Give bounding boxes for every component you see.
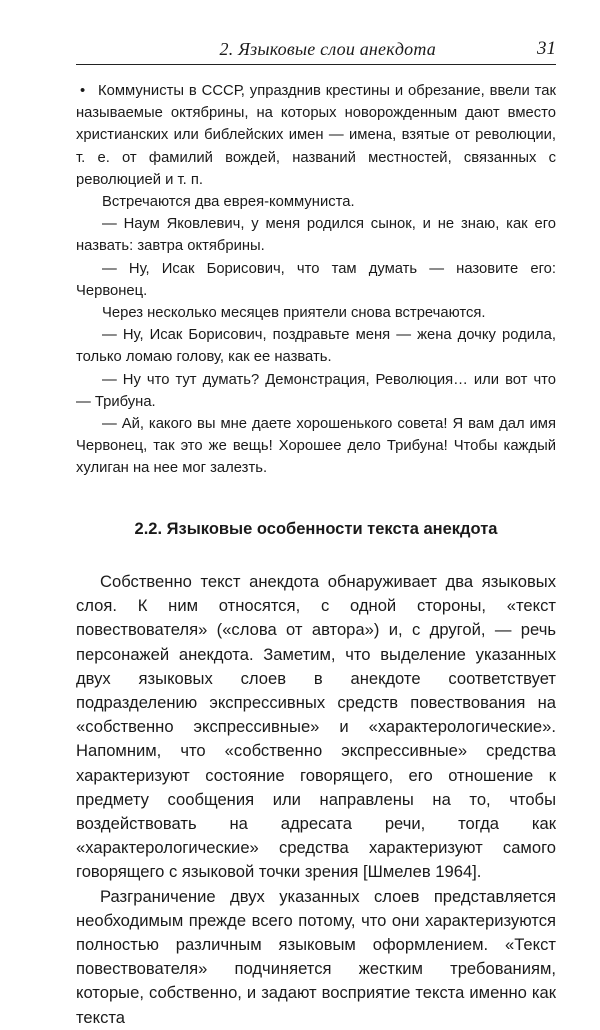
page-number: 31 <box>537 38 556 59</box>
anecdote-line: Встречаются два еврея-коммуниста. <box>102 194 355 211</box>
anecdote-line: — Ну, Исак Борисович, поздравьте меня — жена дочку родила, только ломаю голову, как ее назвать. <box>76 327 556 366</box>
anecdote-line: — Наум Яковлевич, у меня родился сынок, и не знаю, как его назвать: завтра октябрины. <box>76 216 556 255</box>
running-title: 2. Языковые слои анекдота <box>219 39 436 59</box>
body-paragraph: Разграничение двух указанных слоев представляется необходимым прежде всего потому, что они характеризуются полностью различным языковым оформлением. «Текст повествователя» подчиняется жестким требованиям, которые, собственно, и задают восприятие текста именно как текста <box>76 886 556 1027</box>
anecdote-line: — Ну, Исак Борисович, что там думать — назовите его: Червонец. <box>76 260 556 299</box>
anecdote-line: — Ай, какого вы мне даете хорошенького совета! Я вам дал имя Червонец, так это же вещь! Хорошее дело Трибуна! Чтобы каждый хулиган на нее мог залезть. <box>76 416 556 477</box>
anecdote-intro <box>76 80 556 191</box>
running-header <box>76 38 556 65</box>
anecdote-intro-text: Коммунисты в СССР, упразднив крестины и обрезание, ввели так называемые октябрины, на которых новорожденным дают вместо христианских или библейских имен — имена, взятые от революции, т. е. от фамилий вождей, названий местностей, связанных с революцией и т. п. <box>76 83 556 188</box>
section-body <box>76 570 556 1030</box>
body-paragraph: Собственно текст анекдота обнаруживает два языковых слоя. К ним относятся, с одной стороны, «текст повествователя» («слова от автора») и, с другой, — речь персонажей анекдота. Заметим, что выделение указанных двух языковых слоев в анекдоте соответствует подразделению экспрессивных средств повествования на «собственно экспрессивные» и «характерологические». Напомним, что «собственно экспрессивные» средства характеризуют состояние говорящего, его отношение к предмету сообщения или направлены на то, чтобы воздействовать на адресата речи, тогда как «характерологические» средства характеризуют самого говорящего с языковой точки зрения [Шмелев 1964]. <box>76 572 556 882</box>
anecdote-line: Через несколько месяцев приятели снова встречаются. <box>102 305 486 322</box>
section-heading: 2.2. Языковые особенности текста анекдота <box>134 520 498 538</box>
bullet-mark: • <box>80 83 86 99</box>
anecdote-line: — Ну что тут думать? Демонстрация, Революция… или вот что — Трибуна. <box>76 371 556 410</box>
anecdote-block <box>76 80 556 480</box>
